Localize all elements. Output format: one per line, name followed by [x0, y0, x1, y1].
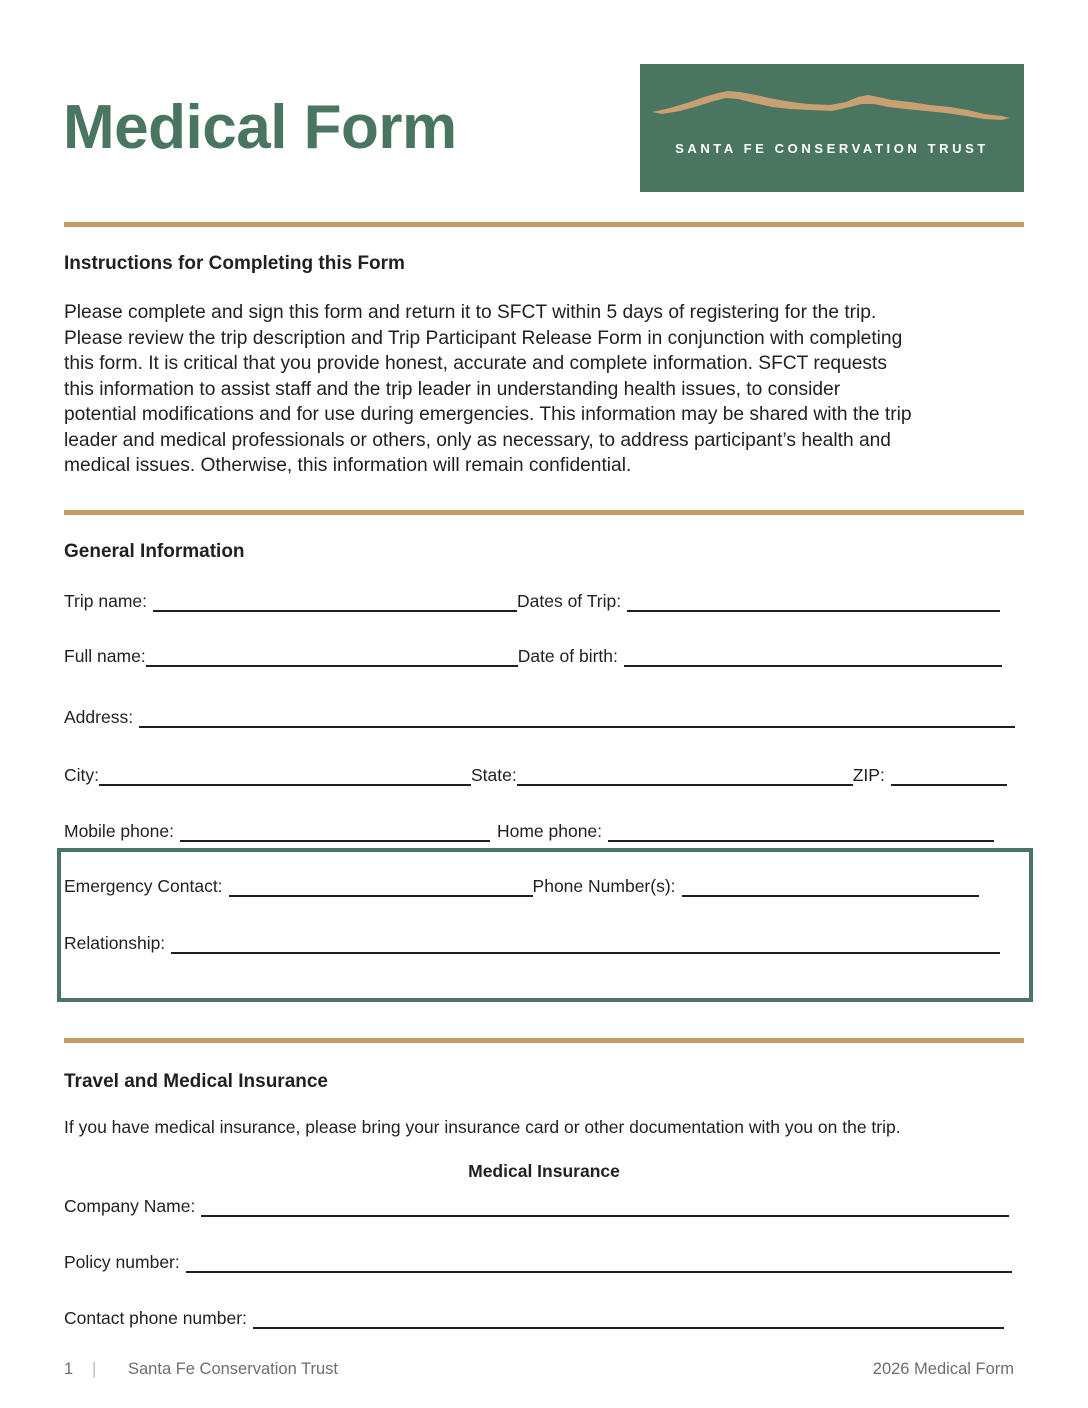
- city-row: [64, 760, 1007, 786]
- emergency-contact-field[interactable]: [229, 877, 533, 897]
- instructions-line: Please review the trip description and Trip Participant Release Form in conjunction with completing: [64, 327, 903, 349]
- home-phone-label: Home phone:: [496, 821, 603, 841]
- instructions-line: this information to assist staff and the trip leader in understanding health issues, to consider: [64, 378, 841, 400]
- date-of-birth-label: Date of birth:: [517, 646, 618, 666]
- contact-phone-label: Contact phone number:: [64, 1308, 247, 1328]
- home-phone-field[interactable]: [608, 822, 994, 842]
- address-label: Address:: [64, 707, 134, 727]
- phone-row: [64, 816, 994, 842]
- medical-insurance-subheading: Medical Insurance: [468, 1161, 620, 1181]
- instructions-paragraph: [64, 300, 1024, 479]
- full-name-label: Full name:: [64, 646, 146, 666]
- address-field[interactable]: [139, 708, 1015, 728]
- relationship-row: [64, 928, 1000, 954]
- instructions-heading: Instructions for Completing this Form: [64, 253, 405, 274]
- instructions-line: potential modifications and for use during emergencies. This information may be shared with the trip: [64, 404, 912, 425]
- city-field[interactable]: [99, 766, 471, 786]
- emergency-contact-row: [64, 871, 979, 897]
- footer-document-title: 2026 Medical Form: [872, 1360, 1014, 1378]
- company-row: [64, 1191, 1009, 1217]
- organization-logo: [640, 64, 1024, 192]
- date-of-birth-field[interactable]: [624, 647, 1002, 667]
- insurance-note: If you have medical insurance, please bring your insurance card or other documentation with you on the trip.: [64, 1117, 901, 1137]
- emergency-contact-label: Emergency Contact:: [64, 876, 223, 896]
- mobile-phone-label: Mobile phone:: [64, 821, 174, 841]
- logo-text: SANTA FE CONSERVATION TRUST: [675, 141, 989, 156]
- policy-row: [64, 1247, 1012, 1273]
- instructions-line: this form. It is critical that you provide honest, accurate and complete information. SFCT requests: [64, 353, 887, 374]
- divider: [64, 510, 1024, 515]
- contact-phone-field[interactable]: [253, 1309, 1004, 1329]
- relationship-label: Relationship:: [64, 933, 166, 953]
- page-title: Medical Form: [63, 93, 457, 162]
- dates-of-trip-field[interactable]: [627, 592, 1000, 612]
- name-row: [64, 641, 1002, 667]
- full-name-field[interactable]: [146, 647, 518, 667]
- zip-label: ZIP:: [852, 765, 885, 785]
- divider: [64, 222, 1024, 227]
- trip-row: [64, 586, 1000, 612]
- instructions-line: leader and medical professionals or others, only as necessary, to address participant’s health and: [64, 429, 891, 451]
- general-information-heading: General Information: [64, 541, 245, 562]
- trip-name-field[interactable]: [153, 592, 517, 612]
- company-name-label: Company Name:: [64, 1196, 196, 1216]
- page-number: 1: [64, 1360, 74, 1378]
- instructions-line: Please complete and sign this form and return it to SFCT within 5 days of registering for the trip.: [64, 302, 877, 323]
- zip-field[interactable]: [891, 766, 1007, 786]
- policy-number-field[interactable]: [186, 1253, 1012, 1273]
- instructions-line: medical issues. Otherwise, this information will remain confidential.: [64, 455, 632, 476]
- insurance-heading: Travel and Medical Insurance: [64, 1071, 328, 1092]
- mountain-ridge-icon: [640, 64, 1024, 134]
- footer-separator: |: [92, 1360, 97, 1378]
- dates-of-trip-label: Dates of Trip:: [517, 591, 622, 611]
- policy-number-label: Policy number:: [64, 1252, 180, 1272]
- mobile-phone-field[interactable]: [180, 822, 490, 842]
- phone-numbers-field[interactable]: [682, 877, 979, 897]
- state-field[interactable]: [517, 766, 853, 786]
- trip-name-label: Trip name:: [64, 591, 147, 611]
- relationship-field[interactable]: [171, 934, 1000, 954]
- company-name-field[interactable]: [201, 1197, 1009, 1217]
- state-label: State:: [471, 765, 517, 785]
- city-label: City:: [64, 765, 99, 785]
- divider: [64, 1038, 1024, 1043]
- footer-organization: Santa Fe Conservation Trust: [128, 1360, 339, 1378]
- address-row: [64, 702, 1015, 728]
- phone-numbers-label: Phone Number(s):: [532, 876, 676, 896]
- contact-phone-row: [64, 1303, 1004, 1329]
